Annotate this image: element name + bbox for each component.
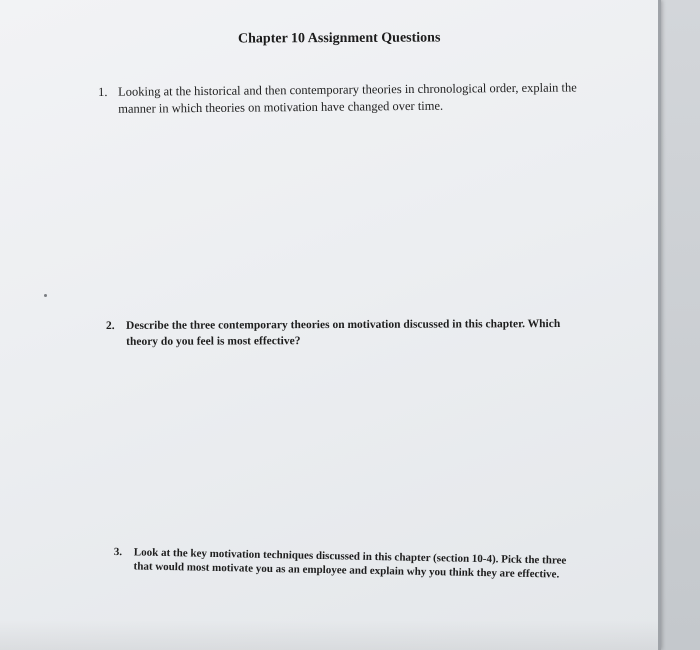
question-number: 2. — [106, 319, 115, 332]
question-text: Looking at the historical and then contemporary theories in chronological order, explain the manner in which theories on motivation have changed over time. — [118, 80, 577, 116]
paper-mark — [44, 294, 47, 297]
question-2 — [106, 316, 586, 348]
background-surface — [661, 0, 700, 650]
question-number: 1. — [98, 84, 108, 99]
question-number: 3. — [113, 545, 123, 559]
question-1 — [98, 79, 608, 116]
paper-shadow — [0, 620, 660, 650]
question-text: Look at the key motivation techniques discussed in this chapter (section 10-4). Pick the three that would most motivate you as an employee and explain why you think they are effective. — [133, 546, 567, 581]
question-3 — [113, 545, 574, 581]
paper-edge — [658, 0, 661, 650]
question-text: Describe the three contemporary theories on motivation discussed in this chapter. Which theory do you feel is most effective? — [126, 318, 561, 348]
document-title: Chapter 10 Assignment Questions — [237, 30, 441, 47]
